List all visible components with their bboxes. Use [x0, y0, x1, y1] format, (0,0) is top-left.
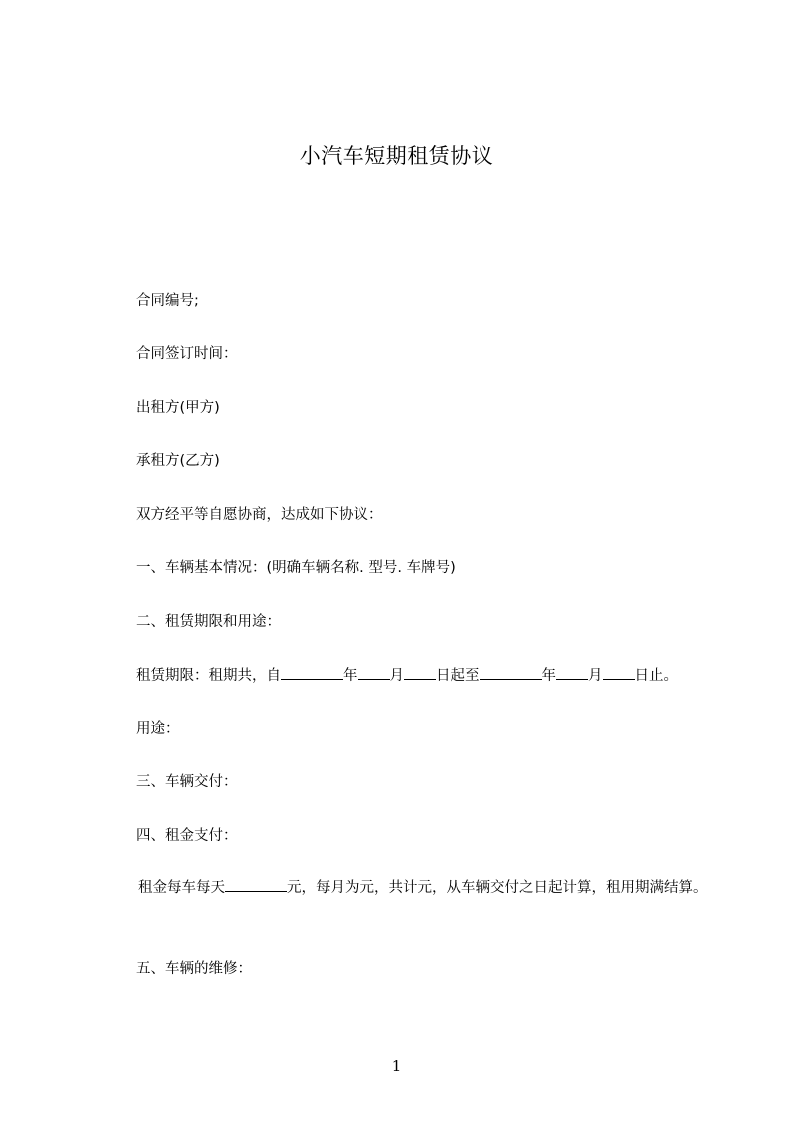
- start-year-unit: 年: [343, 668, 358, 684]
- lessor-line: 出租方(甲方): [136, 400, 220, 416]
- lease-period-line: [136, 665, 678, 686]
- lease-period-label: 租赁期限：租期共，自: [136, 668, 281, 684]
- section-1-vehicle-info: 一、车辆基本情况：(明确车辆名称. 型号. 车牌号): [136, 560, 456, 576]
- end-month-blank: [556, 665, 588, 680]
- daily-rent-blank: [225, 877, 287, 892]
- intro-paragraph: 双方经平等自愿协商，达成如下协议：: [136, 507, 383, 523]
- end-day-unit: 日止。: [634, 668, 678, 684]
- start-day-blank: [404, 665, 436, 680]
- start-year-blank: [281, 665, 343, 680]
- section-3-heading: 三、车辆交付：: [136, 774, 238, 790]
- lessee-line: 承租方(乙方): [136, 453, 220, 469]
- section-5-heading: 五、车辆的维修：: [136, 961, 252, 977]
- start-day-unit: 日起至: [436, 668, 480, 684]
- section-4-heading: 四、租金支付：: [136, 828, 238, 844]
- start-month-blank: [358, 665, 390, 680]
- rent-text-b: 元，每月为元，共计元，从车辆交付之日起计算，租用期满结算。: [287, 880, 708, 896]
- document-title: 小汽车短期租赁协议: [299, 144, 494, 168]
- end-year-unit: 年: [541, 668, 556, 684]
- contract-number-line: 合同编号;: [136, 293, 199, 309]
- sign-time-line: 合同签订时间：: [136, 346, 238, 362]
- end-month-unit: 月: [588, 668, 603, 684]
- end-year-blank: [480, 665, 542, 680]
- purpose-line: 用途：: [136, 721, 180, 737]
- section-2-heading: 二、租赁期限和用途：: [136, 614, 281, 630]
- rent-payment-paragraph: [104, 876, 714, 901]
- rent-text-a: 租金每车每天: [138, 880, 225, 896]
- start-month-unit: 月: [389, 668, 404, 684]
- end-day-blank: [603, 665, 635, 680]
- page-number: 1: [391, 1057, 402, 1075]
